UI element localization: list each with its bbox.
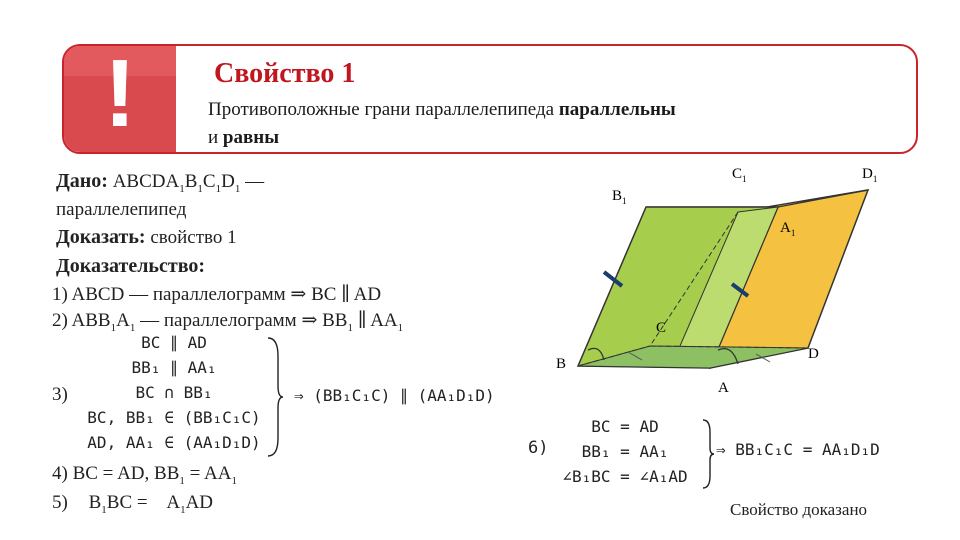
exclamation-icon: ! [104,44,136,147]
step-6-line: BC = AD [591,417,659,436]
step-3-line: BC ∩ BB₁ [135,383,213,402]
proof-heading: Доказательство: [56,255,206,277]
step-6-line: ∠B₁BC = ∠A₁AD [562,467,688,486]
given-line: Дано: $ABCDA_1B_1C_1D_1$ — [56,170,265,195]
proof-step-5: 5) $B_1BC = A_1AD$ [52,492,214,516]
given-line-2: параллелепипед [56,199,187,220]
vertex-label-b1: $B_1$ [612,188,627,206]
property-title: Свойство 1 [214,58,356,89]
conclusion-text: Свойство доказано [730,500,868,519]
vertex-label-c: C [656,320,667,336]
proof-step-4: 4) BC = AD, $BB_1 = AA_1$ [52,463,237,487]
step-6-line: BB₁ = AA₁ [581,442,669,461]
vertex-label-a1: $A_1$ [780,220,796,238]
step-3-line: BC, BB₁ ∈ (BB₁C₁C) [87,408,261,427]
vertex-label-d: D [808,346,819,362]
property-statement: Противоположные грани параллелепипеда параллельны и равны [208,99,676,148]
step-3-result: ⇒ (BB₁C₁C) ∥ (AA₁D₁D) [294,386,495,405]
proof-step-2: 2) $ABB_1A_1$ — параллелограмм ⇒ $BB_1$ ∥ $AA_1$ [52,310,404,334]
proof-step-6-number: 6) [528,438,549,458]
step-3-line: BB₁ ∥ AA₁ [131,358,217,377]
proof-step-3-number: 3) [52,384,68,405]
vertex-label-b: B [556,356,567,372]
step-3-line: AD, AA₁ ∈ (AA₁D₁D) [87,433,261,452]
prove-line: Доказать: свойство 1 [56,226,237,248]
vertex-label-a: A [718,380,729,396]
step-6-result: ⇒ BB₁C₁C = AA₁D₁D [716,440,880,459]
proof-step-1: 1) ABCD — параллелограмм ⇒ BC ∥ AD [52,284,382,305]
vertex-label-d1: $D_1$ [862,166,878,184]
vertex-label-c1: $C_1$ [732,166,747,184]
step-3-line: BC ∥ AD [141,333,207,352]
